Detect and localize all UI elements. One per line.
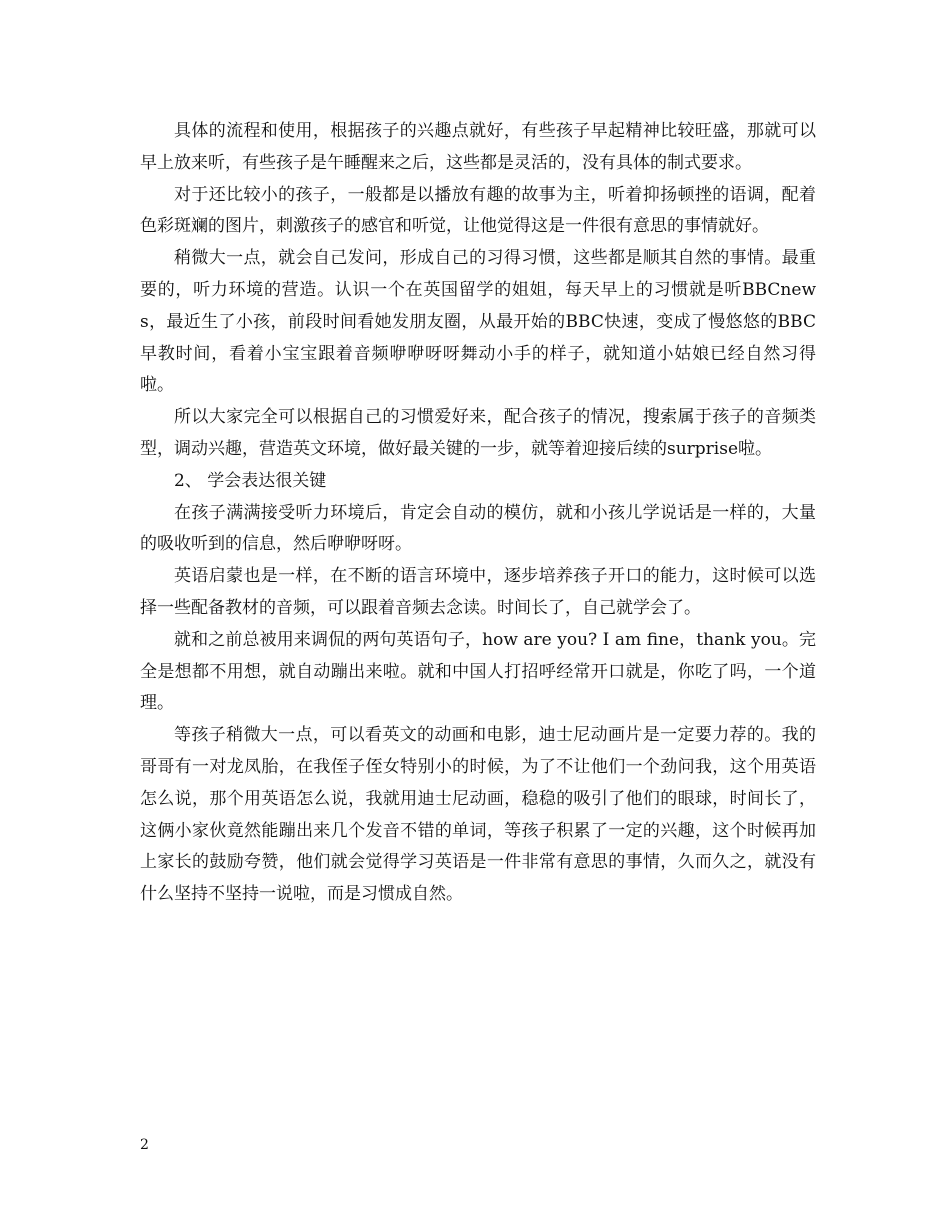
paragraph-8: 等孩子稍微大一点，可以看英文的动画和电影，迪士尼动画片是一定要力荐的。我的哥哥有一对龙凤胎，在我侄子侄女特别小的时候，为了不让他们一个劲问我，这个用英语怎么说，那个用英语怎么说，我就用迪士尼动画，稳稳的吸引了他们的眼球，时间长了，这俩小家伙竟然能蹦出来几个发音不错的单词，等孩子积累了一定的兴趣，这个时候再加上家长的鼓励夸赞，他们就会觉得学习英语是一件非常有意思的事情，久而久之，就没有什么坚持不坚持一说啦，而是习惯成自然。 [140, 725, 816, 905]
paragraph-4: 所以大家完全可以根据自己的习惯爱好来，配合孩子的情况，搜索属于孩子的音频类型，调动兴趣，营造英文环境，做好最关键的一步，就等着迎接后续的surprise啦。 [140, 407, 816, 459]
paragraph-6: 英语启蒙也是一样，在不断的语言环境中，逐步培养孩子开口的能力，这时候可以选择一些配备教材的音频，可以跟着音频去念读。时间长了，自己就学会了。 [140, 566, 816, 618]
paragraph-5: 在孩子满满接受听力环境后，肯定会自动的模仿，就和小孩儿学说话是一样的，大量的吸收听到的信息，然后咿咿呀呀。 [140, 502, 816, 555]
page-number: 2 [140, 1137, 149, 1153]
section-heading: 2、 学会表达很关键 [174, 470, 327, 491]
paragraph-2: 对于还比较小的孩子，一般都是以播放有趣的故事为主，听着抑扬顿挫的语调，配着色彩斑斓的图片，刺激孩子的感官和听觉，让他觉得这是一件很有意思的事情就好。 [140, 184, 816, 237]
paragraph-1: 具体的流程和使用，根据孩子的兴趣点就好，有些孩子早起精神比较旺盛，那就可以早上放来听，有些孩子是午睡醒来之后，这些都是灵活的，没有具体的制式要求。 [140, 121, 816, 173]
paragraph-3: 稍微大一点，就会自己发问，形成自己的习得习惯，这些都是顺其自然的事情。最重要的，听力环境的营造。认识一个在英国留学的姐姐，每天早上的习惯就是听BBCnews，最近生了小孩，前段时间看她发朋友圈，从最开始的BBC快速，变成了慢悠悠的BBC早教时间，看着小宝宝跟着音频咿咿呀呀舞动小手的样子，就知道小姑娘已经自然习得啦。 [140, 248, 816, 396]
document-body [140, 116, 816, 911]
paragraph-7: 就和之前总被用来调侃的两句英语句子，how are you? I am fine，thank you。完全是想都不用想，就自动蹦出来啦。就和中国人打招呼经常开口就是，你吃了吗，一个道理。 [140, 629, 816, 714]
